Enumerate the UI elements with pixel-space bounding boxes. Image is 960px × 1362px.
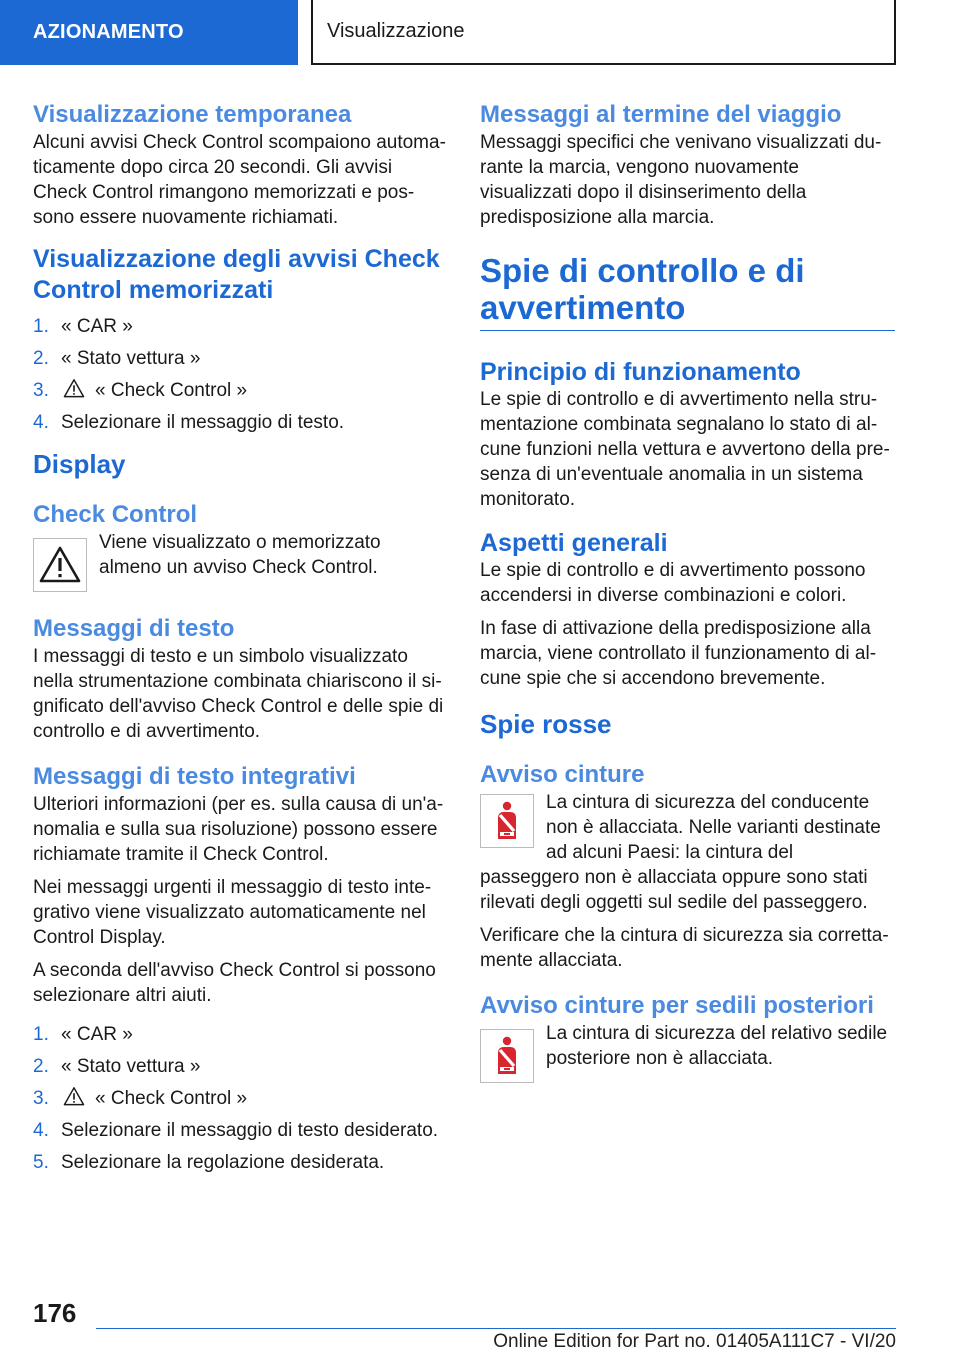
list-item: 2. « Stato vettura » [33,1056,201,1077]
rear-seatbelt-symbol [480,1029,534,1083]
seatbelt-warning-block [480,790,895,923]
seatbelt-warning-icon [485,799,529,843]
header-section-label: AZIONAMENTO [0,0,298,65]
paragraph-supplementary-1: Ulteriori informazioni (per es. sulla causa di un'anomalia e sulla sua risoluzione) possono essere richiamate tramite il Check Control. [33,794,444,865]
paragraph-seatbelt-2: Verificare che la cintura di sicurezza sia correttamente allacciata. [480,925,889,971]
paragraph-rear-seatbelt: La cintura di sicurezza del relativo sedile posteriore non è allacciata. [546,1023,888,1069]
heading-principle: Principio di funzionamento [480,358,801,386]
heading-supplementary-messages: Messaggi di testo integrativi [33,763,356,790]
header-subsection-label: Visualizzazione [311,0,896,65]
rear-seatbelt-row [480,1025,895,1083]
paragraph-supplementary-2: Nei messaggi urgenti il messaggio di testo integrativo viene visualizzato automaticamente nel Control Display. [33,877,432,948]
list-item: 4. Selezionare il messaggio di testo. [33,412,345,433]
heading-general: Aspetti generali [480,529,668,557]
list-item: 3. « Check Control » [33,1088,248,1109]
paragraph-general-1: Le spie di controllo e di avvertimento possono accendersi in diverse combinazioni e colori. [480,560,866,606]
heading-display: Display [33,449,126,479]
chapter-title-block [480,252,895,331]
chapter-title: Spie di controllo e di avvertimento [480,252,805,326]
page-number: 176 [33,1298,77,1328]
paragraph-principle: Le spie di controllo e di avvertimento nella strumentazione combinata segnalano lo stato di alcune funzioni nella vettura e avvertono della presenza di un'eventuale anomalia in un sistema monitorato. [480,389,890,510]
seatbelt-warning-icon [485,1034,529,1078]
list-item: 4. Selezionare il messaggio di testo desiderato. [33,1120,439,1141]
steps-list-stored [33,314,446,435]
seatbelt-warning-symbol [480,794,534,848]
footer-edition: Online Edition for Part no. 01405A111C7 - VI/20 [493,1331,896,1352]
paragraph-text-messages: I messaggi di testo e un simbolo visualizzato nella strumentazione combinata chiariscono il significato dell'avviso Check Control e delle spie di controllo e di avvertimento. [33,646,444,742]
heading-rear-seatbelt: Avviso cinture per sedili posteriori [480,992,874,1019]
left-column [33,100,446,1182]
list-item: 2. « Stato vettura » [33,348,201,369]
warning-triangle-icon [63,378,85,398]
paragraph-check-control: Viene visualizzato o memorizzato almeno un avviso Check Control. [99,532,381,578]
heading-end-of-trip: Messaggi al termine del viaggio [480,101,842,128]
warning-triangle-icon [38,543,82,587]
steps-list-help [33,1022,446,1175]
heading-check-control: Check Control [33,501,198,528]
list-item: 1. « CAR » [33,316,133,337]
heading-red-lights: Spie rosse [480,709,612,739]
footer-divider [96,1328,896,1329]
list-item: 3. « Check Control » [33,380,248,401]
paragraph-seatbelt-1: La cintura di sicurezza del conducente non è allacciata. Nelle varianti destinate ad alcuni Paesi: la cintura del passeggero non è allacciata oppure sono stati rilevati degli oggetti sul sedile del passeggero. [480,792,881,913]
check-control-symbol [33,538,87,592]
paragraph-general-2: In fase di attivazione della predisposizione alla marcia, viene controllato il funzionamento di alcune spie che si accendono brevemente. [480,618,877,689]
paragraph-temporary-display: Alcuni avvisi Check Control scompaiono automaticamente dopo circa 20 secondi. Gli avvisi Check Control rimangono memorizzati e possono essere nuovamente richiamati. [33,132,446,228]
list-item: 5. Selezionare la regolazione desiderata. [33,1152,385,1173]
list-item: 1. « CAR » [33,1024,133,1045]
heading-seatbelt-warning: Avviso cinture [480,761,645,788]
right-column [480,100,895,1083]
heading-stored-messages: Visualizzazione degli avvisi Check Control memorizzati [33,245,440,304]
heading-temporary-display: Visualizzazione temporanea [33,101,352,128]
heading-text-messages: Messaggi di testo [33,615,235,642]
check-control-row [33,534,446,592]
paragraph-end-of-trip: Messaggi specifici che venivano visualizzati durante la marcia, vengono nuovamente visualizzati dopo il disinserimento della predisposizione alla marcia. [480,132,882,228]
warning-triangle-icon [63,1086,85,1106]
paragraph-supplementary-3: A seconda dell'avviso Check Control si possono selezionare altri aiuti. [33,960,436,1006]
